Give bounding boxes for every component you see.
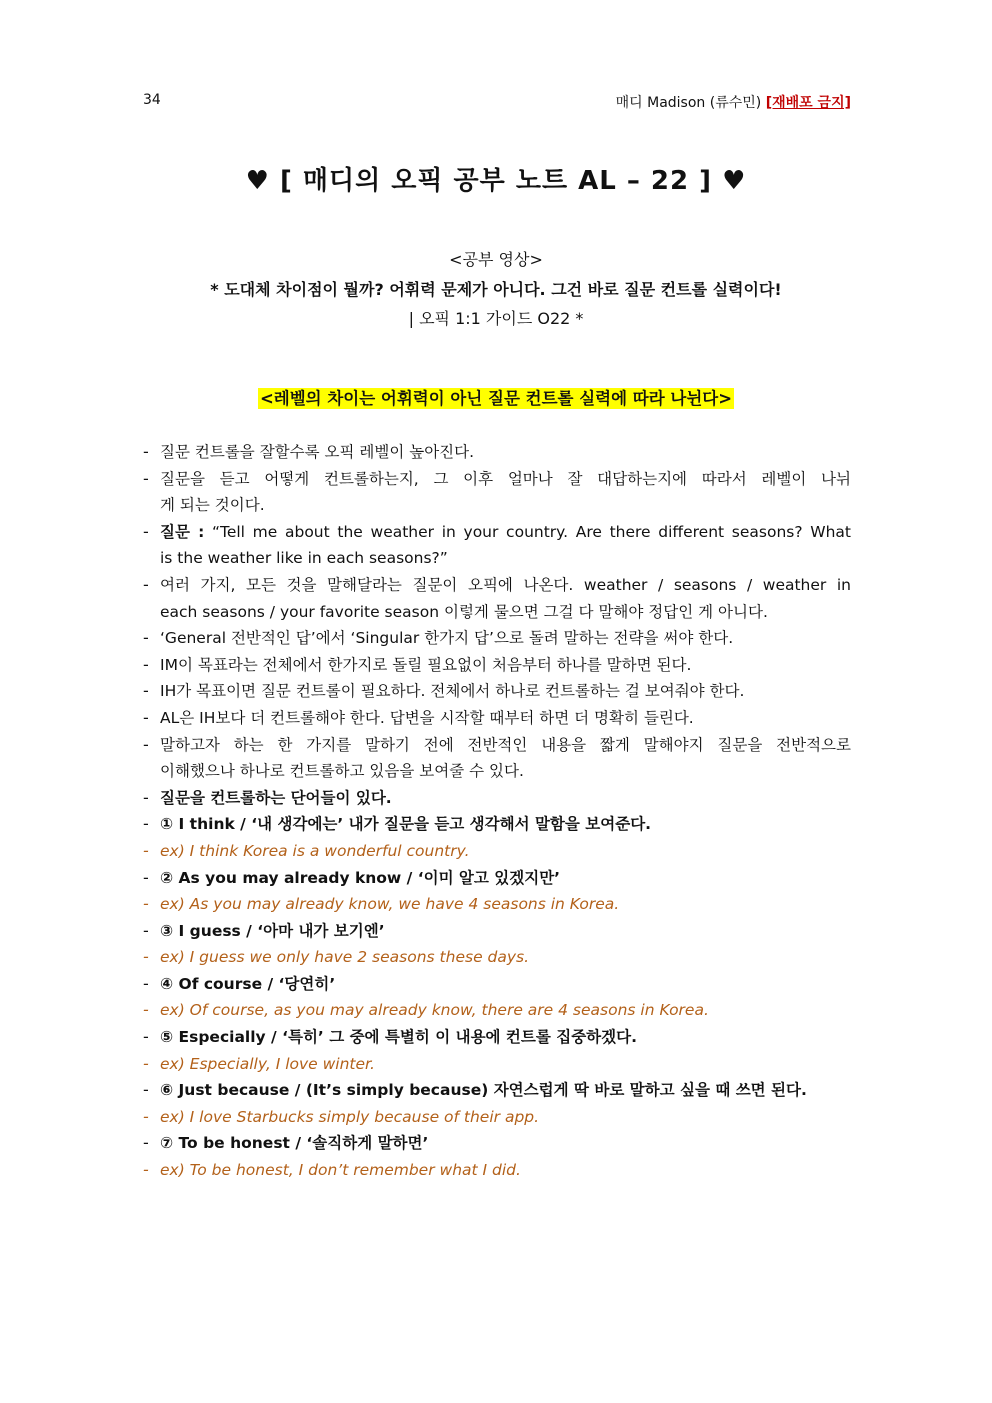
bold-text: 질문을 컨트롤하는 단어들이 있다. xyxy=(160,788,392,807)
bullet-item xyxy=(143,1024,851,1051)
bullet-dash: - xyxy=(143,628,149,648)
video-label: <공부 영상> xyxy=(449,250,543,269)
text-line xyxy=(160,944,851,971)
bullet-dash: - xyxy=(143,654,149,674)
bullet-item xyxy=(143,1130,851,1157)
text: ex) I think Korea is a wonderful country. xyxy=(160,841,470,860)
text-line xyxy=(160,1024,851,1051)
bullet-item xyxy=(143,705,851,732)
bullet-item xyxy=(143,625,851,652)
text-line xyxy=(160,678,851,705)
bullet-dash: - xyxy=(143,787,149,807)
bullet-item xyxy=(143,678,851,705)
text-line xyxy=(160,572,851,599)
text: 여러 가지, 모든 것을 말해달라는 질문이 오픽에 나온다. weather / seasons / weather in xyxy=(160,575,851,594)
text-line xyxy=(160,652,851,679)
bullet-dash: - xyxy=(143,1160,149,1180)
example-item xyxy=(143,1104,851,1131)
bullet-item xyxy=(143,519,851,572)
text-line xyxy=(160,1104,851,1131)
text-line xyxy=(160,811,851,838)
bullet-item xyxy=(143,466,851,519)
example-item xyxy=(143,944,851,971)
bold-text: ④ Of course / ‘당연히’ xyxy=(160,974,336,993)
page-title: ♥ [ 매디의 오픽 공부 노트 AL – 22 ] ♥ xyxy=(245,166,747,196)
example-item xyxy=(143,1051,851,1078)
text: ex) I love Starbucks simply because of their app. xyxy=(160,1107,540,1126)
bullet-item xyxy=(143,652,851,679)
text-line xyxy=(160,1130,851,1157)
bullet-dash: - xyxy=(143,920,149,940)
text: 말하고자 하는 한 가지를 말하기 전에 전반적인 내용을 짧게 말해야지 질문을 전반적으로 xyxy=(160,735,851,754)
bullet-item xyxy=(143,811,851,838)
bullet-item xyxy=(143,572,851,625)
text: “Tell me about the weather in your country. Are there different seasons? What xyxy=(204,522,851,541)
text-line xyxy=(160,891,851,918)
bullet-dash: - xyxy=(143,840,149,860)
text: ‘General 전반적인 답’에서 ‘Singular 한가지 답’으로 돌려 말하는 전략을 써야 한다. xyxy=(160,629,734,648)
text-line xyxy=(160,838,851,865)
bullet-dash: - xyxy=(143,1080,149,1100)
text-line xyxy=(160,997,851,1024)
bullet-dash: - xyxy=(143,1027,149,1047)
example-item xyxy=(143,838,851,865)
text: IH가 목표이면 질문 컨트롤이 필요하다. 전체에서 하나로 컨트롤하는 걸 보여줘야 한다. xyxy=(160,682,745,701)
bullet-dash: - xyxy=(143,442,149,461)
text-line xyxy=(160,1077,851,1104)
text-line xyxy=(160,625,851,652)
bullet-dash: - xyxy=(143,1106,149,1126)
bullet-dash: - xyxy=(143,894,149,914)
text-line xyxy=(160,519,851,546)
text: 질문을 듣고 어떻게 컨트롤하는지, 그 이후 얼마나 잘 대답하는지에 따라서 레벨이 나뉘 xyxy=(160,469,851,488)
text-line xyxy=(160,439,851,466)
bullet-dash: - xyxy=(143,681,149,701)
text-line xyxy=(160,918,851,945)
bold-text: ⑦ To be honest / ‘솔직하게 말하면’ xyxy=(160,1134,429,1153)
bold-text: 질문 : xyxy=(160,522,205,541)
bullet-dash: - xyxy=(143,468,149,488)
highlight-heading-wrap xyxy=(0,385,992,409)
text-line xyxy=(160,785,851,812)
text: ex) Especially, I love winter. xyxy=(160,1054,375,1073)
bullet-dash: - xyxy=(143,734,149,754)
text-line xyxy=(160,545,851,572)
video-subtitle: | 오픽 1:1 가이드 O22 * xyxy=(408,309,584,328)
bullet-dash: - xyxy=(143,947,149,967)
bullet-dash: - xyxy=(143,814,149,834)
bold-text: ⑥ Just because / (It’s simply because) 자연스럽게 딱 바로 말하고 싶을 때 쓰면 된다. xyxy=(160,1081,807,1100)
example-item xyxy=(143,891,851,918)
text-line xyxy=(160,732,851,759)
bullet-item xyxy=(143,732,851,785)
text-line xyxy=(160,971,851,998)
text-line xyxy=(160,1157,851,1184)
note-body xyxy=(143,439,851,1184)
bold-text: ③ I guess / ‘아마 내가 보기엔’ xyxy=(160,921,385,940)
text-line xyxy=(160,466,851,493)
text: AL은 IH보다 더 컨트롤해야 한다. 답변을 시작할 때부터 하면 더 명확히 들린다. xyxy=(160,708,694,727)
text: 이해했으나 하나로 컨트롤하고 있음을 보여줄 수 있다. xyxy=(160,762,524,781)
example-item xyxy=(143,997,851,1024)
bullet-item xyxy=(143,785,851,812)
bullet-dash: - xyxy=(143,973,149,993)
bullet-dash: - xyxy=(143,1133,149,1153)
no-redistribution-notice: [재배포 금지] xyxy=(765,95,851,111)
text: 게 되는 것이다. xyxy=(160,496,265,515)
text: ex) Of course, as you may already know, there are 4 seasons in Korea. xyxy=(160,1001,709,1020)
bold-text: ② As you may already know / ‘이미 알고 있겠지만’ xyxy=(160,868,561,887)
text: ex) As you may already know, we have 4 seasons in Korea. xyxy=(160,895,620,914)
example-item xyxy=(143,1157,851,1184)
author-name: 매디 Madison (류수민) xyxy=(615,95,762,111)
video-title: * 도대체 차이점이 뭘까? 어휘력 문제가 아니다. 그건 바로 질문 컨트롤 실력이다! xyxy=(210,280,782,299)
bullet-dash: - xyxy=(143,1053,149,1073)
text-line xyxy=(160,758,851,785)
text-line xyxy=(160,865,851,892)
bullet-item xyxy=(143,1077,851,1104)
page-number: 34 xyxy=(143,92,161,108)
text: 질문 컨트롤을 잘할수록 오픽 레벨이 높아진다. xyxy=(160,443,475,461)
bullet-dash: - xyxy=(143,521,149,541)
text: is the weather like in each seasons?” xyxy=(160,549,448,568)
bullet-item xyxy=(143,918,851,945)
bullet-item xyxy=(143,439,851,466)
bullet-dash: - xyxy=(143,1000,149,1020)
bold-text: ⑤ Especially / ‘특히’ 그 중에 특별히 이 내용에 컨트롤 집중하겠다. xyxy=(160,1028,637,1047)
text-line xyxy=(160,1051,851,1078)
text-line xyxy=(160,705,851,732)
bullet-item xyxy=(143,865,851,892)
bullet-dash: - xyxy=(143,867,149,887)
text: IM이 목표라는 전체에서 한가지로 돌릴 필요없이 처음부터 하나를 말하면 된다. xyxy=(160,655,692,674)
text-line xyxy=(160,492,851,519)
page-header xyxy=(616,92,851,112)
text: ex) I guess we only have 2 seasons these days. xyxy=(160,948,530,967)
bullet-dash: - xyxy=(143,574,149,594)
bullet-item xyxy=(143,971,851,998)
text-line xyxy=(160,599,851,626)
bullet-dash: - xyxy=(143,707,149,727)
text: each seasons / your favorite season 이렇게 물으면 그걸 다 말해야 정답인 게 아니다. xyxy=(160,602,768,621)
bold-text: ① I think / ‘내 생각에는’ 내가 질문을 듣고 생각해서 말함을 보여준다. xyxy=(160,815,652,834)
text: ex) To be honest, I don’t remember what I did. xyxy=(160,1161,521,1180)
highlight-heading: <레벨의 차이는 어휘력이 아닌 질문 컨트롤 실력에 따라 나뉜다> xyxy=(259,389,733,408)
